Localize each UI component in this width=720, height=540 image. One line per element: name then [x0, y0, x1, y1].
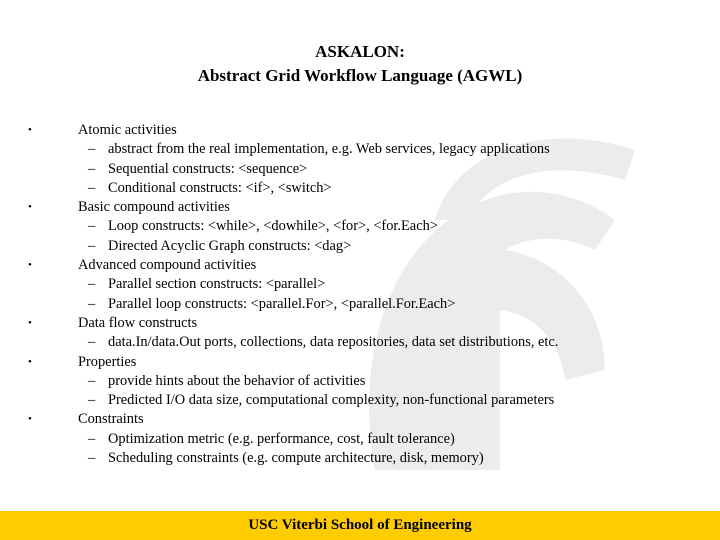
sub-bullet-dash: – [88, 179, 96, 196]
sub-bullet-text: Scheduling constraints (e.g. compute architecture, disk, memory) [108, 450, 484, 467]
sub-bullet-text: Parallel section constructs: <parallel> [108, 276, 326, 293]
sub-bullet-text: Directed Acyclic Graph constructs: <dag> [108, 237, 352, 254]
bullet-text: Properties [78, 353, 137, 370]
sub-bullet-dash: – [88, 295, 96, 312]
bullet-text: Data flow constructs [78, 314, 198, 331]
sub-bullet-item [28, 140, 708, 159]
bullet-item [28, 314, 708, 333]
bullet-text: Constraints [78, 411, 144, 428]
sub-bullet-item [28, 391, 708, 410]
bullet-dot: • [28, 124, 32, 136]
sub-bullet-text: Loop constructs: <while>, <dowhile>, <for>, <for.Each> [108, 218, 438, 235]
bullet-dot: • [28, 355, 32, 368]
bullet-item [28, 353, 708, 372]
sub-bullet-item [28, 449, 708, 468]
slide-title [0, 40, 720, 88]
bullet-text: Basic compound activities [78, 199, 230, 216]
sub-bullet-item [28, 237, 708, 256]
sub-bullet-dash: – [88, 430, 96, 447]
sub-bullet-item [28, 430, 708, 449]
sub-bullet-dash: – [88, 141, 96, 158]
title-line-1: ASKALON: [315, 42, 405, 61]
sub-bullet-dash: – [88, 334, 96, 351]
bullet-item [28, 256, 708, 275]
sub-bullet-text: provide hints about the behavior of activities [108, 372, 366, 389]
sub-bullet-dash: – [88, 237, 96, 254]
bullet-list [28, 121, 708, 468]
sub-bullet-dash: – [88, 392, 96, 409]
title-line-2: Abstract Grid Workflow Language (AGWL) [197, 66, 523, 85]
sub-bullet-dash: – [88, 450, 96, 467]
bullet-dot: • [28, 259, 32, 272]
sub-bullet-text: Conditional constructs: <if>, <switch> [108, 179, 332, 196]
sub-bullet-text: Predicted I/O data size, computational complexity, non-functional parameters [108, 392, 555, 409]
sub-bullet-item [28, 295, 708, 314]
sub-bullet-text: Sequential constructs: <sequence> [108, 160, 308, 177]
bullet-dot: • [28, 316, 32, 329]
footer-text: USC Viterbi School of Engineering [248, 517, 472, 533]
sub-bullet-text: Optimization metric (e.g. performance, cost, fault tolerance) [108, 430, 455, 447]
bullet-text: Advanced compound activities [78, 257, 257, 274]
sub-bullet-text: abstract from the real implementation, e.g. Web services, legacy applications [108, 141, 550, 158]
sub-bullet-item [28, 372, 708, 391]
sub-bullet-item [28, 160, 708, 179]
sub-bullet-dash: – [88, 276, 96, 293]
sub-bullet-item [28, 275, 708, 294]
sub-bullet-text: data.In/data.Out ports, collections, data repositories, data set distributions, etc. [108, 334, 559, 351]
sub-bullet-dash: – [88, 160, 96, 177]
footer-bar [0, 511, 720, 540]
bullet-dot: • [28, 413, 32, 426]
sub-bullet-item [28, 179, 708, 198]
bullet-item [28, 410, 708, 429]
bullet-item [28, 121, 708, 140]
bullet-text: Atomic activities [78, 122, 177, 138]
sub-bullet-dash: – [88, 218, 96, 235]
sub-bullet-item [28, 217, 708, 236]
sub-bullet-dash: – [88, 372, 96, 389]
bullet-item [28, 198, 708, 217]
bullet-dot: • [28, 201, 32, 214]
sub-bullet-item [28, 333, 708, 352]
sub-bullet-text: Parallel loop constructs: <parallel.For>, <parallel.For.Each> [108, 295, 456, 312]
